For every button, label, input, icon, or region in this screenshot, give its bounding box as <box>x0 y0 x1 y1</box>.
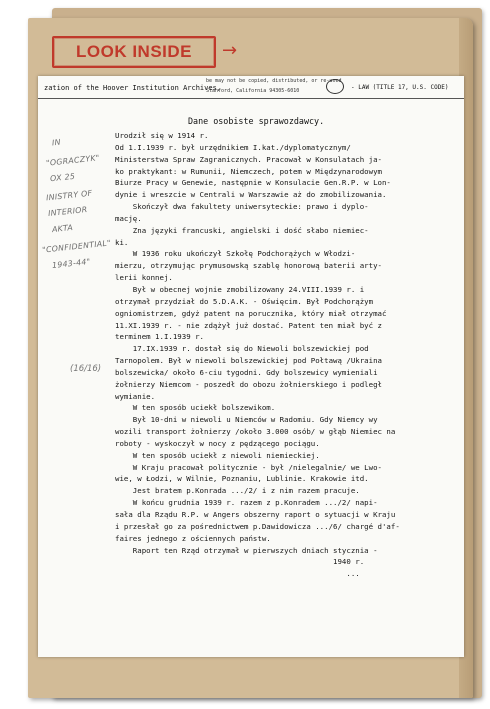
document-line: dynie i wreszcie w Centrali w Warszawie aż do zmobilizowania. <box>115 190 387 200</box>
document-line: wie, w Łodzi, w Wilnie, Poznaniu, Lublinie. Krakowie itd. <box>115 474 369 484</box>
document-line: W ten sposób uciekł z niewoli niemieckiej. <box>115 450 320 460</box>
look-inside-button[interactable] <box>52 36 216 68</box>
document-line: terminem 1.I.1939 r. <box>115 332 204 342</box>
handwritten-note: "CONFIDENTIAL" <box>41 238 112 255</box>
handwritten-note: OX 25 <box>49 171 76 184</box>
document-body <box>115 130 460 580</box>
document-line: Tarnopolem. Był w niewoli bolszewickiej pod Połtawą /Ukraina <box>115 356 382 366</box>
document-line: mację. <box>115 213 142 223</box>
document-line: W Kraju pracował politycznie - był /nielegalnie/ we Lwo- <box>115 462 382 472</box>
document-line: Skończył dwa fakultety uniwersyteckie: prawo i dyplo- <box>115 202 369 212</box>
document-line: Raport ten Rząd otrzymał w pierwszych dniach stycznia - <box>115 545 378 555</box>
header-middle-line1: be may not be copied, distributed, or re-used <box>206 78 342 84</box>
handwritten-note: INISTRY OF <box>45 188 93 203</box>
document-line: mierzu, otrzymując prymusowską szablę honorową baterii arty- <box>115 261 382 271</box>
header-middle-line2: Stanford, California 94305-6010 <box>206 88 300 94</box>
handwritten-note: 1943-44" <box>51 257 91 270</box>
document-line: żołnierzy Niemcom - poszedł do obozu żołnierskiego i podległ <box>115 379 382 389</box>
handwritten-margin-note: (16/16) <box>70 364 102 374</box>
document-line: 17.IX.1939 r. dostał się do Niewoli bolszewickiej pod <box>115 344 369 354</box>
document-line: wymianie. <box>115 391 156 401</box>
document-page <box>38 76 464 657</box>
document-line: ... <box>115 569 360 579</box>
document-line: W ten sposób uciekł bolszewikom. <box>115 403 276 413</box>
document-line: otrzymał przydział do 5.D.A.K. - Oświęcim. Był Podchorążym <box>115 296 374 306</box>
document-line: ki. <box>115 237 129 247</box>
document-line: bolszewicka/ około 6-ciu tygodni. Gdy bolszewicy wymieniali <box>115 367 378 377</box>
header-right-text: - LAW (TITLE 17, U.S. CODE) <box>351 84 449 91</box>
document-line: ko praktykant: w Rumunii, Niemczech, potem w Międzynarodowym <box>115 166 382 176</box>
document-line: 1940 r. <box>115 557 365 567</box>
document-line: faires jednego z ościennych państw. <box>115 533 271 543</box>
document-line: ogniomistrzem, gdyż patent na porucznika, który miał otrzymać <box>115 308 387 318</box>
document-line: lerii konnej. <box>115 273 173 283</box>
document-line: W 1936 roku ukończył Szkołę Podchorążych w Włodzi- <box>115 249 356 259</box>
document-line: Był 10-dni w niewoli u Niemców w Radomiu. Gdy Niemcy wy <box>115 415 378 425</box>
document-line: i przesłał go za pośrednictwem p.Dawidowicza .../6/ chargé d'af- <box>115 521 400 531</box>
handwritten-note: "OGRACZYK" <box>45 153 101 168</box>
document-line: Urodził się w 1914 r. <box>115 131 209 140</box>
seal-icon <box>326 79 344 94</box>
document-line: W końcu grudnia 1939 r. razem z p.Konradem .../2/ napi- <box>115 498 378 508</box>
look-inside-label: LOOK INSIDE <box>75 42 192 61</box>
archive-header <box>38 76 464 99</box>
handwritten-note: IN <box>51 137 62 148</box>
arrow-right-icon[interactable]: → <box>222 40 238 61</box>
document-line: Od 1.I.1939 r. był urzędnikiem I.kat./dyplomatycznym/ <box>115 142 351 152</box>
document-line: Biurze Pracy w Genewie, następnie w Konsulacie Gen.R.P. w Lon- <box>115 178 391 188</box>
document-title: Dane osobiste sprawozdawcy. <box>188 116 325 126</box>
document-line: 11.XI.1939 r. - nie zdążył już dostać. Patent ten miał być z <box>115 320 382 330</box>
document-line: Zna języki francuski, angielski i dość słabo niemiec- <box>115 225 369 235</box>
handwritten-note: INTERIOR <box>47 204 88 219</box>
document-line: Jest bratem p.Konrada .../2/ i z nim razem pracuje. <box>115 486 360 496</box>
header-left-text: zation of the Hoover Institution Archives, <box>44 84 222 92</box>
document-line: Był w obecnej wojnie zmobilizowany 24.VIII.1939 r. i <box>115 284 365 294</box>
document-line: sała dla Rządu R.P. w Angers obszerny raport o sytuacji w Kraju <box>115 510 396 519</box>
document-line: roboty - wyskoczył w nocy z pędzącego pociągu. <box>115 438 320 448</box>
document-line: Ministerstwa Spraw Zagranicznych. Pracował w Konsulatach ja- <box>115 154 382 164</box>
document-line: wozili transport żołnierzy /około 3.000 osób/ w głąb Niemiec na <box>115 427 396 437</box>
handwritten-note: AKTA <box>51 222 74 235</box>
